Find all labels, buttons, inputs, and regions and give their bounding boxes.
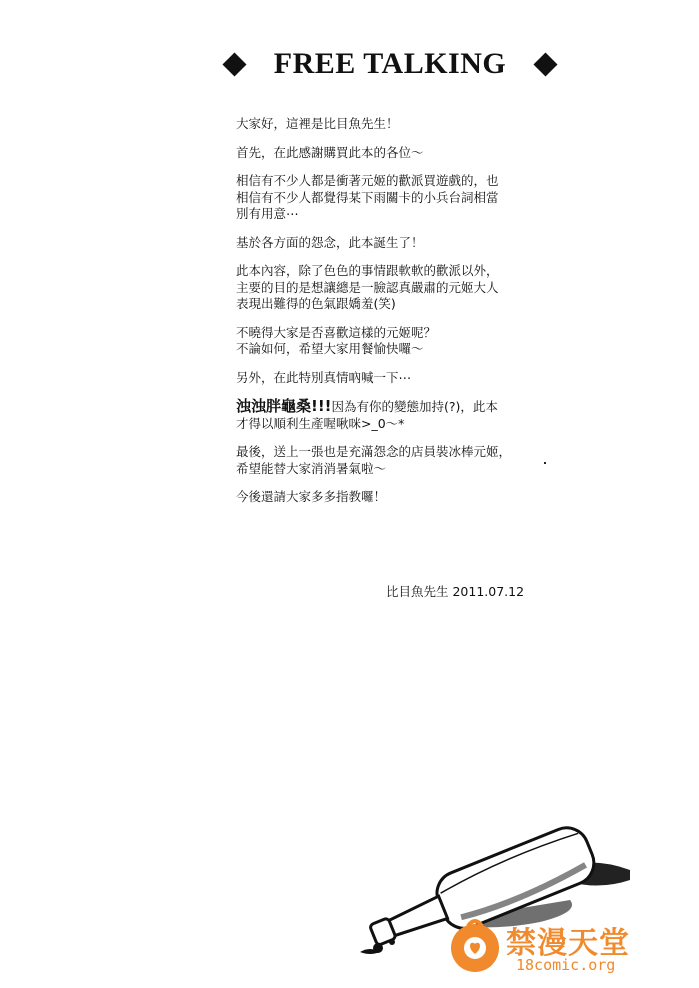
site-watermark — [444, 912, 684, 980]
paragraph: 此本內容，除了色色的事情跟軟軟的歡派以外， 主要的目的是想讓總是一臉認真嚴肅的元姬大人 表現出難得的色氣跟嬌羞(笑) — [236, 263, 499, 311]
paragraph: 另外，在此特別真情吶喊一下⋯ — [236, 369, 412, 385]
shout-paragraph — [236, 398, 556, 432]
watermark-logo-icon — [446, 916, 504, 974]
diamond-right-icon — [533, 52, 557, 76]
signature: 比目魚先生 2011.07.12 — [386, 584, 525, 599]
ink-dot — [544, 462, 546, 464]
paragraph: 不曉得大家是否喜歡這樣的元姬呢？ 不論如何，希望大家用餐愉快囉～ — [236, 324, 437, 356]
paragraph: 相信有不少人都是衝著元姬的歡派買遊戲的，也 相信有不少人都覺得某下雨關卡的小兵台詞相當 別有用意⋯ — [236, 173, 499, 221]
watermark-name: 禁漫天堂 — [506, 926, 630, 961]
paragraph: 最後，送上一張也是充滿怨念的店員裝冰棒元姬， 希望能替大家消消暑氣啦～ — [236, 444, 512, 476]
paragraph: 基於各方面的怨念，此本誕生了！ — [236, 234, 424, 250]
paragraph: 大家好，這裡是比目魚先生！ — [236, 116, 399, 131]
title-text: FREE TALKING — [273, 47, 507, 80]
diamond-left-icon — [222, 52, 246, 76]
shout-rest: 因為有你的變態加持(?)，此本 才得以順利生產喔啾咪>_0～* — [236, 399, 498, 431]
afterword-body — [236, 116, 556, 518]
shout-name: 浊浊胖龜桑!!! — [236, 397, 332, 415]
watermark-url: 18comic.org — [516, 956, 616, 974]
paragraph: 今後還請大家多多指教囉！ — [236, 489, 387, 504]
paragraph: 首先，在此感謝購買此本的各位～ — [236, 144, 424, 160]
page-title — [220, 44, 560, 84]
